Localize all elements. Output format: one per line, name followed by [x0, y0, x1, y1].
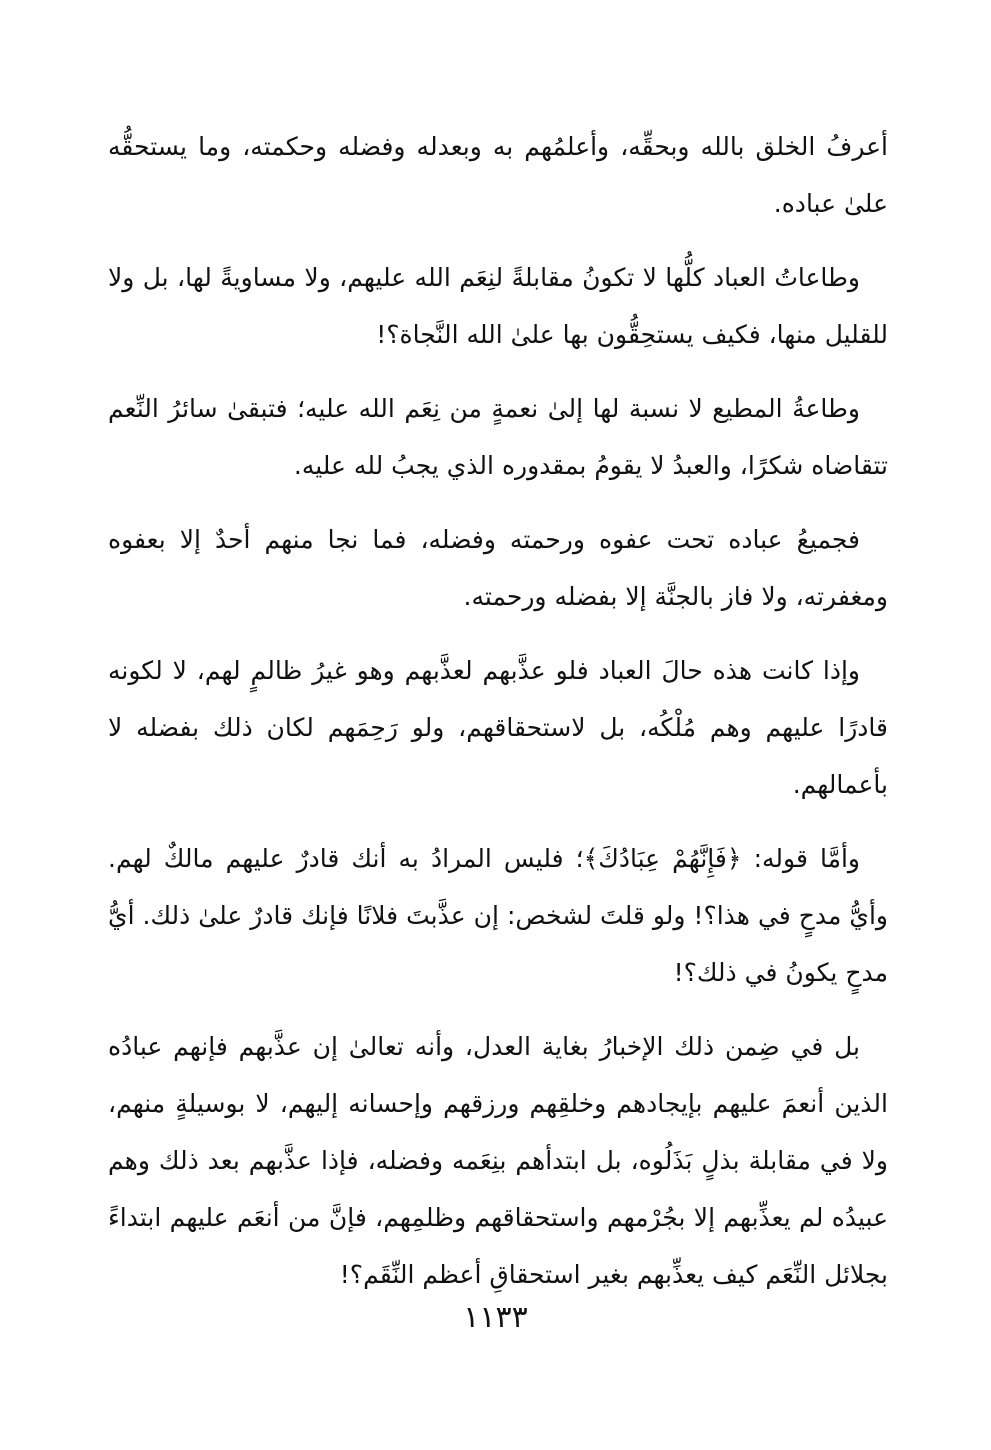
paragraph-4: فجميعُ عباده تحت عفوه ورحمته وفضله، فما نجا منهم أحدٌ إلا بعفوه ومغفرته، ولا فاز بالجنَّة إلا بفضله ورحمته. [108, 525, 888, 611]
quote-explanation-text: ؛ فليس المرادُ به أنك قادرٌ عليهم مالكٌ لهم. وأيُّ مدحٍ في هذا؟! ولو قلتَ لشخص: إن عذَّبتَ فلانًا فإنك قادرٌ علىٰ ذلك. أيُّ مدحٍ يكونُ في ذلك؟! [108, 844, 888, 987]
quran-verse: ﴿فَإِنَّهُمْ عِبَادُكَ﴾ [583, 844, 742, 873]
page-body-text [108, 118, 888, 1320]
paragraph-5: وإذا كانت هذه حالَ العباد فلو عذَّبهم لعذَّبهم وهو غيرُ ظالمٍ لهم، لا لكونه قادرًا عليهم وهم مُلْكُه، بل لاستحقاقهم، ولو رَحِمَهم لكان ذلك بفضله لا بأعمالهم. [108, 656, 888, 799]
page-number: ١١٣٣ [463, 1300, 528, 1335]
paragraph-1: أعرفُ الخلق بالله وبحقِّه، وأعلمُهم به وبعدله وفضله وحكمته، وما يستحقُّه علىٰ عباده. [108, 132, 888, 218]
quote-intro-text: وأمَّا قوله: [741, 844, 861, 873]
paragraph-6-quran-quote [108, 830, 888, 1001]
paragraph-3: وطاعةُ المطيع لا نسبة لها إلىٰ نعمةٍ من نِعَم الله عليه؛ فتبقىٰ سائرُ النِّعم تتقاضاه شكرًا، والعبدُ لا يقومُ بمقدوره الذي يجبُ لله عليه. [108, 394, 888, 480]
paragraph-7: بل في ضِمن ذلك الإخبارُ بغاية العدل، وأنه تعالىٰ إن عذَّبهم فإنهم عبادُه الذين أنعمَ عليهم بإيجادهم وخلقِهم ورزقهم وإحسانه إليهم، لا بوسيلةٍ منهم، ولا في مقابلة بذلٍ بَذَلُوه، بل ابتدأهم بنِعَمه وفضله، فإذا عذَّبهم بعد ذلك وهم عبيدُه لم يعذِّبهم إلا بجُرْمهم واستحقاقهم وظلمِهم، فإنَّ من أنعَم عليهم ابتداءً بجلائل النِّعَم كيف يعذِّبهم بغير استحقاقِ أعظم النِّقَم؟! [108, 1032, 888, 1289]
paragraph-2: وطاعاتُ العباد كلُّها لا تكونُ مقابلةً لنِعَم الله عليهم، ولا مساويةً لها، بل ولا للقليل منها، فكيف يستحِقُّون بها علىٰ الله النَّجاة؟! [108, 263, 888, 349]
